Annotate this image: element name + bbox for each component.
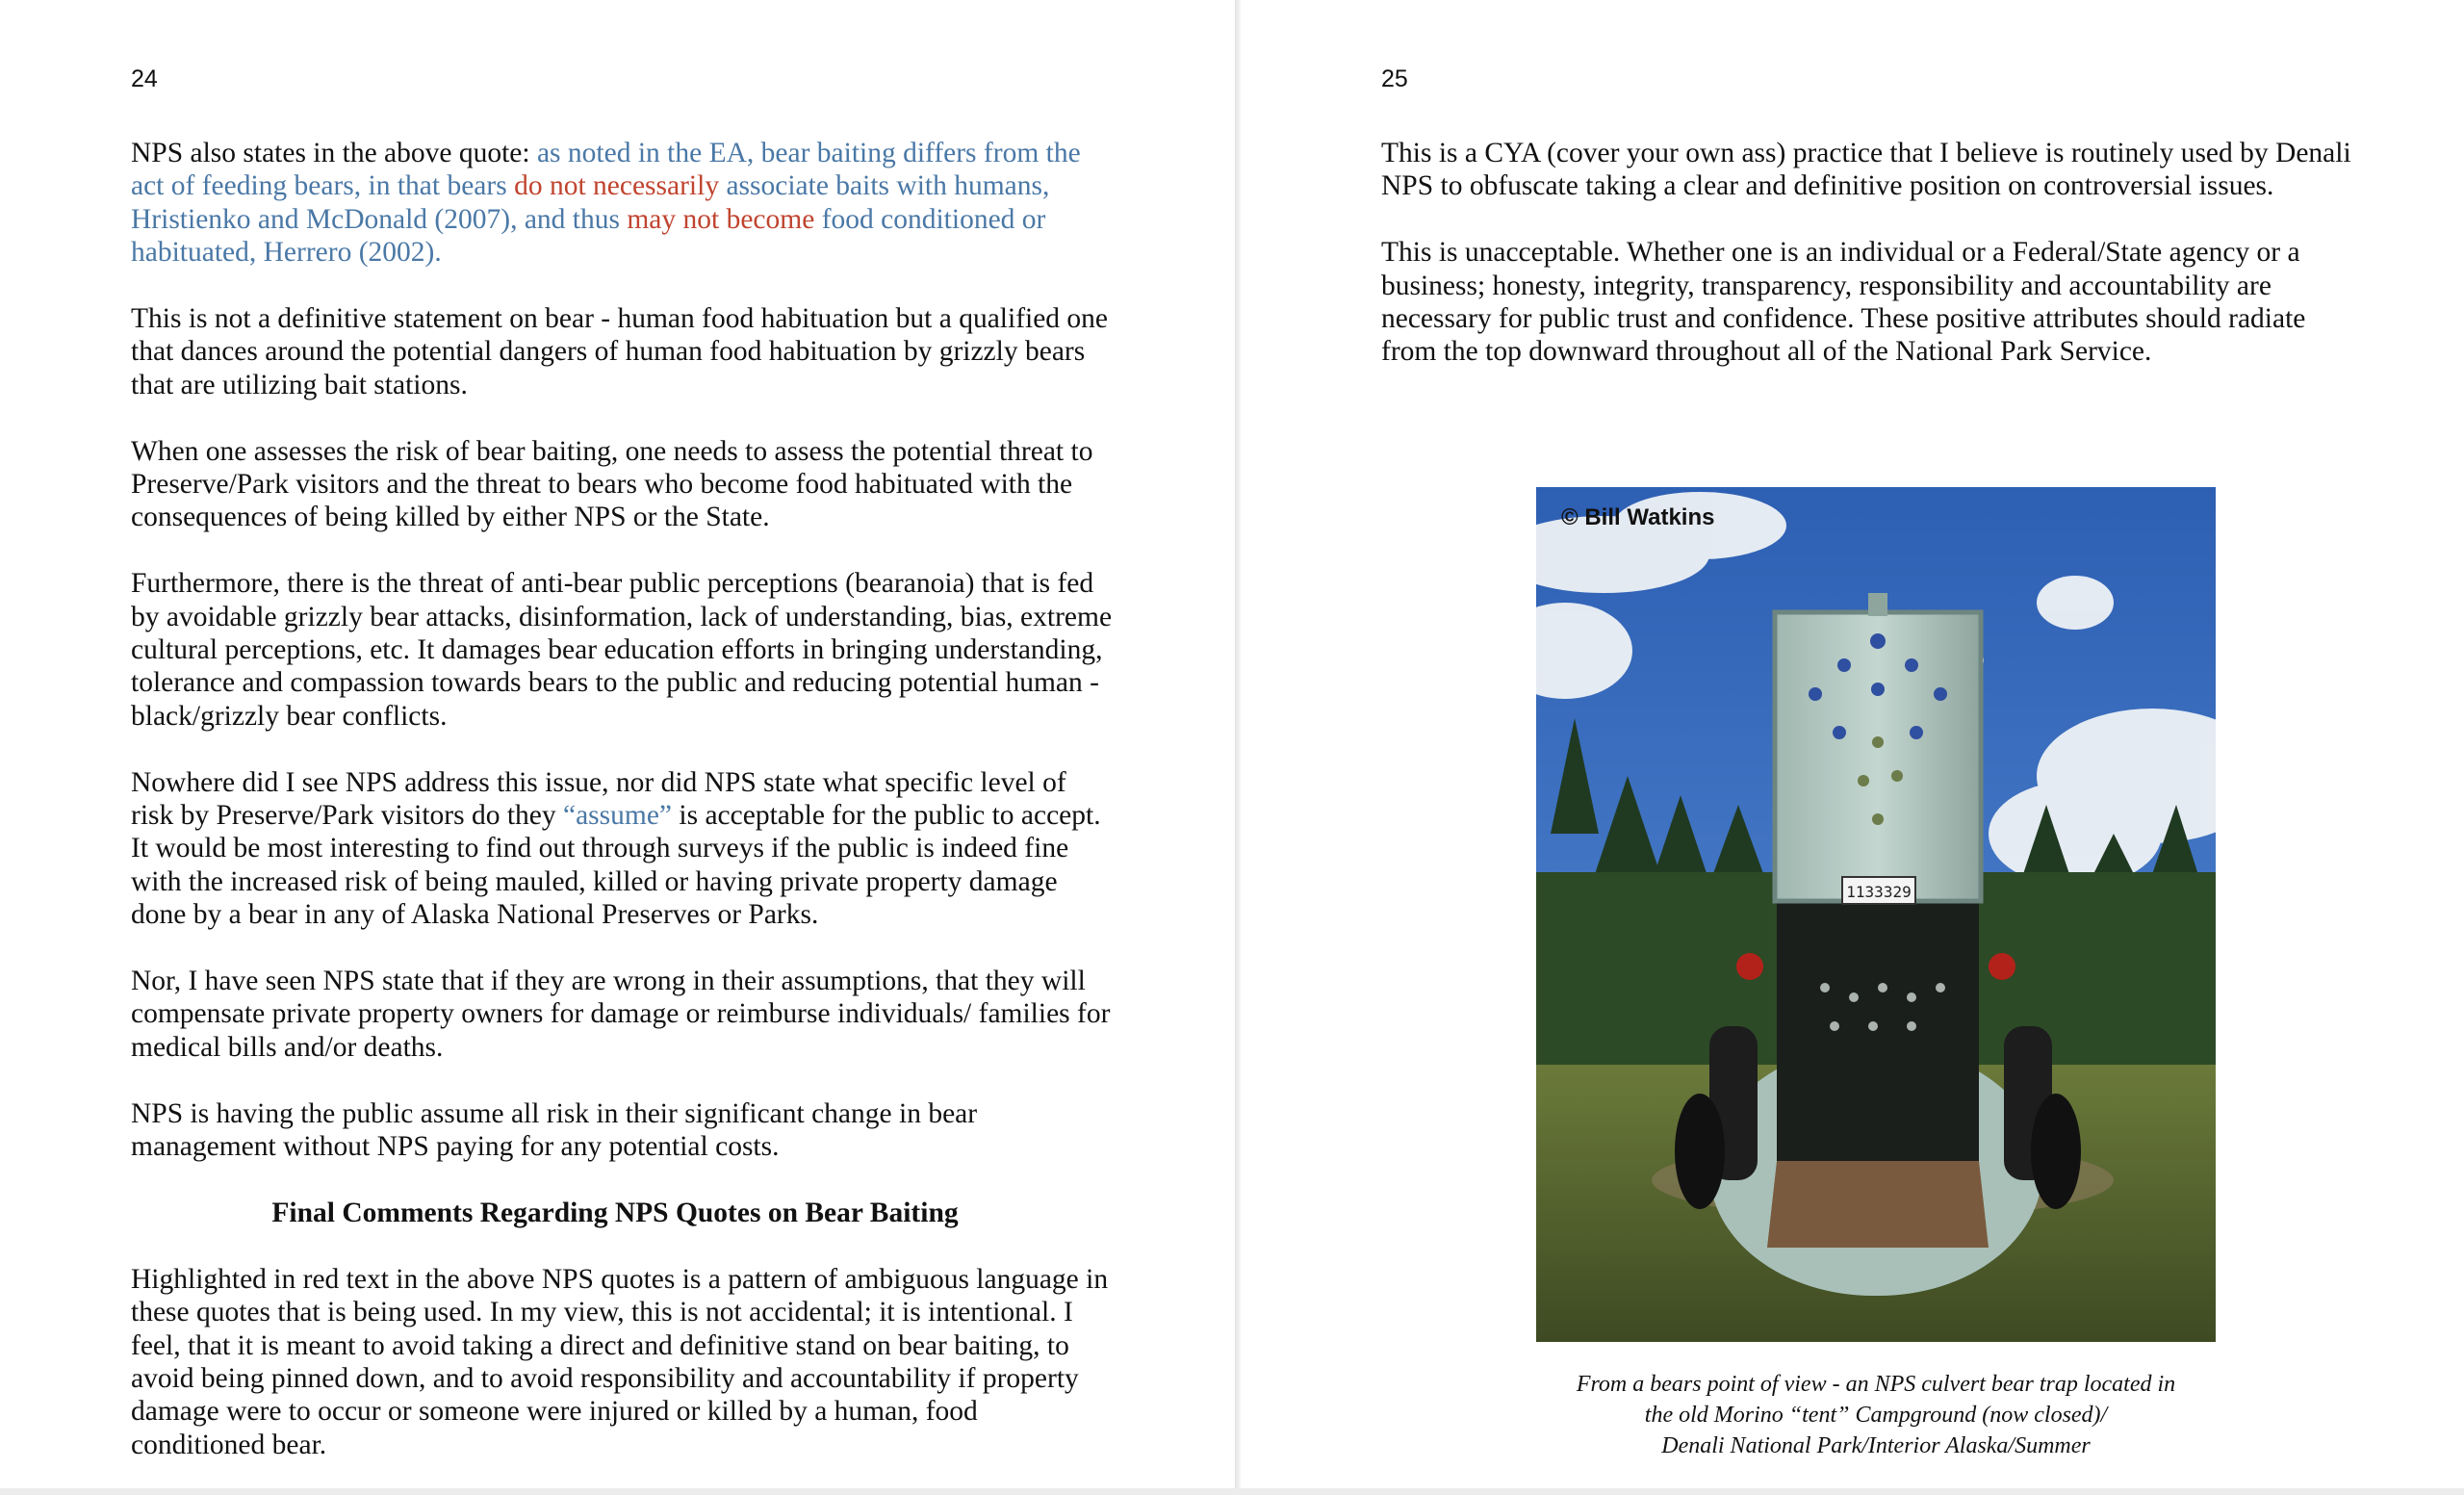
quote-text-red: may not become <box>627 203 815 235</box>
quote-intro: NPS also states in the above quote: <box>131 138 537 168</box>
license-plate: 1133329 <box>1846 883 1912 901</box>
caption-line: Denali National Park/Interior Alaska/Summer <box>1661 1433 2091 1458</box>
quote-text-blue: “assume” <box>563 800 673 832</box>
bear-trap-photo <box>1536 487 2216 1342</box>
caption-line: From a bears point of view - an NPS culvert bear trap located in <box>1576 1372 2176 1397</box>
paragraph-text: is acceptable for the public to accept. It would be most interesting to find out through surveys if the public is indeed fine with the increased risk of being mauled, killed or having private property damage done by a bear in any of Alaska National Preserves or Parks. <box>131 800 1101 931</box>
section-heading: Final Comments Regarding NPS Quotes on Bear Baiting <box>271 1197 959 1228</box>
paragraph-text: Nowhere did I see NPS address this issue, nor did NPS state what specific level of risk by Preserve/Park visitors do they <box>131 766 1066 832</box>
paragraph: Furthermore, there is the threat of anti-bear public perceptions (bearanoia) that is fed by avoidable grizzly bear attacks, disinformation, lack of understanding, bias, extreme cultural perceptions, etc. It damages bear education efforts in bringing understanding, tolerance and compassion towards bears to the public and reducing potential human - black/grizzly bear conflicts. <box>131 568 1113 732</box>
left-page <box>0 0 1235 1488</box>
page-number: 24 <box>131 65 158 92</box>
quote-text-blue: as noted in the EA, bear baiting differs from the act of feeding bears, in that bears <box>131 138 1081 202</box>
page-number: 25 <box>1381 65 1408 92</box>
paragraph: This is a CYA (cover your own ass) practice that I believe is routinely used by Denali NPS to obfuscate taking a clear and definitive position on controversial issues. <box>1381 138 2351 202</box>
caption-line: the old Morino “tent” Campground (now closed)/ <box>1644 1403 2108 1428</box>
paragraph: This is not a definitive statement on bear - human food habituation but a qualified one that dances around the potential dangers of human food habituation by grizzly bears that are utilizing bait stations. <box>131 303 1109 400</box>
paragraph: Highlighted in red text in the above NPS quotes is a pattern of ambiguous language in these quotes that is being used. In my view, this is not accidental; it is intentional. I feel, that it is meant to avoid taking a direct and definitive stand on bear baiting, to avoid being pinned down, and to avoid responsibility and accountability if property damage were to occur or someone were injured or killed by a human, food conditioned bear. <box>131 1263 1109 1460</box>
quote-text-red: do not necessarily <box>514 170 720 202</box>
paragraph: Nor, I have seen NPS state that if they are wrong in their assumptions, that they will compensate private property owners for damage or reimburse individuals/ families for medical bills and/or deaths. <box>131 966 1111 1063</box>
photo-credit: © Bill Watkins <box>1561 504 1715 530</box>
quote-text-blue: associate baits with humans, Hristienko and McDonald (2007), and thus <box>131 170 1050 235</box>
right-page-text <box>1381 137 2363 401</box>
right-page <box>1241 0 2464 1488</box>
paragraph <box>131 766 1113 932</box>
photo-caption <box>1510 1369 2242 1461</box>
left-page-text <box>131 137 1113 1495</box>
paragraph: NPS is having the public assume all risk in their significant change in bear management without NPS paying for any potential costs. <box>131 1097 978 1163</box>
paragraph-nps-quote <box>131 137 1113 270</box>
quote-text-blue: food conditioned or habituated, Herrero (2002). <box>131 203 1046 269</box>
paragraph: When one assesses the risk of bear baiting, one needs to assess the potential threat to Preserve/Park visitors and the threat to bears who become food habituated with the consequences of being killed by either NPS or the State. <box>131 435 1093 533</box>
paragraph: This is unacceptable. Whether one is an individual or a Federal/State agency or a business; honesty, integrity, transparency, responsibility and accountability are necessary for public trust and confidence. These positive attributes should radiate from the top downward throughout all of the National Park Service. <box>1381 237 2306 368</box>
photo-illustration <box>1536 487 2216 1342</box>
